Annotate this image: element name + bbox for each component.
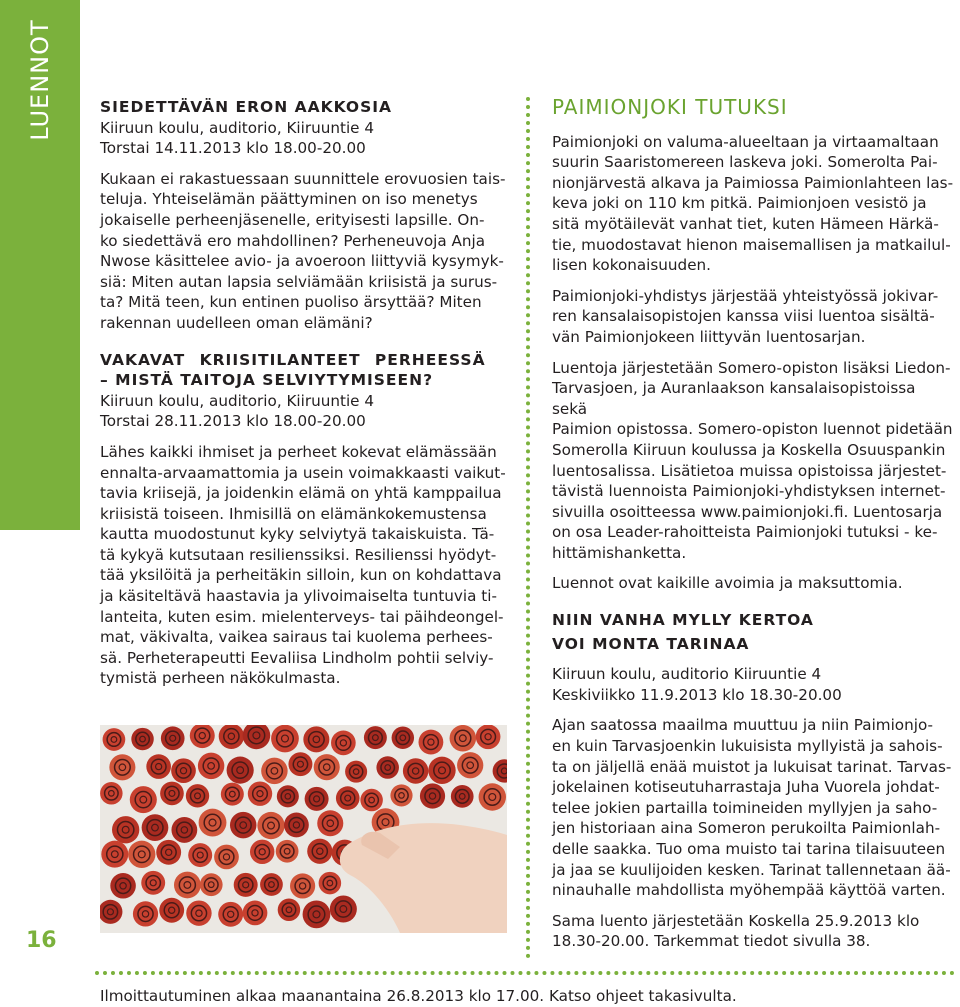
text-line: 18.30-20.00. Tarkemmat tiedot sivulla 38. xyxy=(552,932,871,951)
event-date: Keskiviikko 11.9.2013 klo 18.30-20.00 xyxy=(552,685,842,704)
event-title: – MISTÄ TAITOJA SELVIYTYMISEEN? xyxy=(100,371,434,390)
text-line: tymistä perheen näkökulmasta. xyxy=(100,669,341,688)
text-line: ja jaa se kuulijoiden kesken. Tarinat tallennetaan ää- xyxy=(552,860,951,879)
text-line: ennalta-arvaamattomia ja usein voimakkaasti vaikut- xyxy=(100,463,506,482)
text-line: vän Paimionjokeen liittyvän luentosarjan. xyxy=(552,327,866,346)
text-line: ja käsiteltävä haastavia ja ylivoimaiselta tuntuvia ti- xyxy=(100,587,497,606)
text-line: Nwose käsittelee avio- ja avoeroon liittyviä kysymyk- xyxy=(100,252,504,271)
text-line: keva joki on 110 km pitkä. Paimionjoen vesistö ja xyxy=(552,194,927,213)
text-line: Luennot ovat kaikille avoimia ja maksuttomia. xyxy=(552,574,903,593)
text-line: Paimionjoki on valuma-alueeltaan ja virtaamaltaan xyxy=(552,132,939,151)
text-line: Somerolla Kiiruun koulussa ja Koskella Osuuspankin xyxy=(552,440,946,459)
text-line: lanteita, kuten esim. mielenterveys- tai päihdeongel- xyxy=(100,607,504,626)
event-venue: Kiiruun koulu, auditorio Kiiruuntie 4 xyxy=(552,665,822,684)
sidebar-band xyxy=(0,0,80,530)
footer-note: Ilmoittautuminen alkaa maanantaina 26.8.2013 klo 17.00. Katso ohjeet takasivulta. xyxy=(100,987,737,1005)
text-line: Paimion opistossa. Somero-opiston luennot pidetään xyxy=(552,420,953,439)
paragraph xyxy=(552,358,954,564)
event-title: SIEDETTÄVÄN ERON AAKKOSIA xyxy=(100,98,393,116)
text-line: rakennan uudelleen oman elämäni? xyxy=(100,313,373,332)
text-line: jen historiaan aina Someron perukoilta Paimionlah- xyxy=(552,819,941,838)
text-line: jokelainen kotiseutuharrastaja Juha Vuorela johdat- xyxy=(552,778,940,797)
column-divider xyxy=(526,97,530,959)
text-line: sä. Perheterapeutti Eevaliisa Lindholm pohtii selviy- xyxy=(100,648,494,667)
text-line: tavia kriisejä, ja joidenkin elämä on yhtä kamppailua xyxy=(100,484,502,503)
text-line: sivuilla osoitteessa www.paimionjoki.fi. Luentosarja xyxy=(552,502,943,521)
text-line: ta on jäljellä enää muistot ja lukuisat tarinat. Tarvas- xyxy=(552,757,952,776)
page-number: 16 xyxy=(26,928,57,953)
text-line: tie, muodostavat hienon maisemallisen ja matkailul- xyxy=(552,235,951,254)
text-line: Tarvasjoen, ja Auranlaakson kansalaisopistoissa sekä xyxy=(552,379,916,418)
text-line: mat, väkivalta, vaikea sairaus tai kuolema perhees- xyxy=(100,628,493,647)
paragraph xyxy=(552,132,954,276)
text-line: luentosalissa. Lisätietoa muissa opistoissa järjestet- xyxy=(552,461,947,480)
event-body xyxy=(552,715,954,900)
event-title: NIIN VANHA MYLLY KERTOA xyxy=(552,611,814,630)
text-line: en kuin Tarvasjoenkin lukuisista myllyistä ja sahois- xyxy=(552,737,943,756)
text-line: ren kansalaisopistojen kanssa viisi luentoa sisältä- xyxy=(552,307,935,326)
text-line: tää yksilöitä ja perheitäkin silloin, kun on kohdattava xyxy=(100,566,502,585)
paragraph xyxy=(552,911,954,952)
text-line: kriisistä toiseen. Ihmisillä on elämänkokemustensa xyxy=(100,504,487,523)
event-date: Torstai 14.11.2013 klo 18.00-20.00 xyxy=(100,139,366,158)
text-line: siä: Miten autan lapsia selviämään kriisistä ja surus- xyxy=(100,272,498,291)
text-line: nionjärvestä alkava ja Paimiossa Paimionlahteen las- xyxy=(552,173,954,192)
text-line: Lähes kaikki ihmiset ja perheet kokevat elämässään xyxy=(100,442,497,461)
text-line: on osa Leader-rahoitteista Paimionjoki tutuksi - ke- xyxy=(552,523,938,542)
text-line: Luentoja järjestetään Somero-opiston lisäksi Liedon- xyxy=(552,358,951,377)
event-body xyxy=(100,169,507,334)
section-label: LUENNOT xyxy=(26,19,54,141)
left-column xyxy=(100,97,507,689)
text-line: sitä myötäilevät vanhat tiet, kuten Hämeen Härkä- xyxy=(552,214,939,233)
event-title: VAKAVAT KRIISITILANTEET PERHEESSÄ xyxy=(100,350,486,369)
text-line: ko siedettävä ero mahdollinen? Perheneuvoja Anja xyxy=(100,231,486,250)
footer-divider xyxy=(95,971,955,975)
event-title: VOI MONTA TARINAA xyxy=(552,634,750,653)
event-venue: Kiiruun koulu, auditorio, Kiiruuntie 4 xyxy=(100,118,374,137)
text-line: hittämishanketta. xyxy=(552,543,687,562)
section-heading: PAIMIONJOKI TUTUKSI xyxy=(552,95,788,119)
event-body xyxy=(100,442,507,689)
event-date: Torstai 28.11.2013 klo 18.00-20.00 xyxy=(100,412,366,431)
text-line: kautta muodostunut kyky selviytyä takaiskuista. Tä- xyxy=(100,525,495,544)
text-line: jokaiselle perheenjäsenelle, erityisesti lapsille. On- xyxy=(100,210,485,229)
paragraph xyxy=(552,286,954,348)
text-line: suurin Saaristomereen laskeva joki. Somerolta Pai- xyxy=(552,153,938,172)
text-line: Kukaan ei rakastuessaan suunnittele erovuosien tais- xyxy=(100,169,506,188)
text-line: Ajan saatossa maailma muuttuu ja niin Paimionjo- xyxy=(552,716,933,735)
text-line: Sama luento järjestetään Koskella 25.9.2013 klo xyxy=(552,911,920,930)
text-line: telee jokien partailla toimineiden myllyjen ja saho- xyxy=(552,798,938,817)
text-line: tä kykyä kutsutaan resilienssiksi. Resilienssi hyödyt- xyxy=(100,545,497,564)
text-line: Paimionjoki-yhdistys järjestää yhteistyössä jokivar- xyxy=(552,286,939,305)
right-column xyxy=(552,97,954,952)
candy-rolls-photo xyxy=(100,725,507,933)
text-line: lisen kokonaisuuden. xyxy=(552,256,711,275)
text-line: teluja. Yhteiselämän päättyminen on iso menetys xyxy=(100,190,478,209)
text-line: delle saakka. Tuo oma muisto tai tarina tilaisuuteen xyxy=(552,840,946,858)
event-venue: Kiiruun koulu, auditorio, Kiiruuntie 4 xyxy=(100,391,374,410)
text-line: ninauhalle mahdollista myöhempää käyttöä varten. xyxy=(552,881,946,900)
text-line: tävistä luennoista Paimionjoki-yhdistyksen internet- xyxy=(552,482,946,501)
text-line: ta? Mitä teen, kun entinen puoliso ärsyttää? Miten xyxy=(100,293,482,312)
